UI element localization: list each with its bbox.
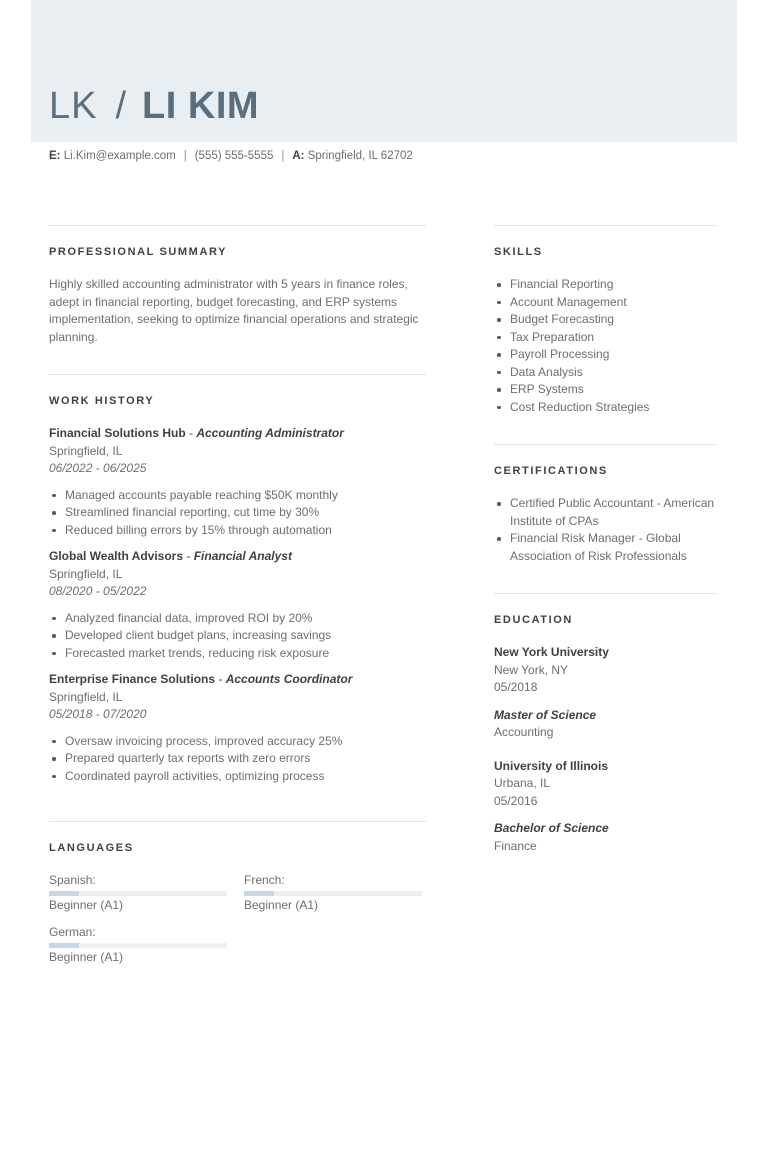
job-company: Financial Solutions Hub <box>49 426 186 440</box>
list-item: Cost Reduction Strategies <box>494 399 717 417</box>
summary-title: PROFESSIONAL SUMMARY <box>49 246 228 258</box>
language-bar <box>49 943 227 948</box>
work-history-title: WORK HISTORY <box>49 395 155 407</box>
list-item: Coordinated payroll activities, optimizing process <box>49 768 426 786</box>
list-item: Account Management <box>494 294 717 312</box>
job-company: Global Wealth Advisors <box>49 549 184 563</box>
phone-number: (555) 555-5555 <box>194 150 274 162</box>
contact-line <box>49 150 413 162</box>
job-company: Enterprise Finance Solutions <box>49 672 216 686</box>
list-item: Financial Reporting <box>494 276 717 294</box>
name-initials: LK <box>49 85 98 127</box>
language-bar <box>49 891 227 896</box>
list-item: ERP Systems <box>494 381 717 399</box>
list-item: Certified Public Accountant - American Institute of CPAs <box>494 495 717 530</box>
language-level: Beginner (A1) <box>49 950 124 964</box>
email-label: E: <box>49 150 61 162</box>
list-item: Tax Preparation <box>494 329 717 347</box>
list-item: Reduced billing errors by 15% through automation <box>49 522 426 540</box>
certifications-list <box>494 495 717 565</box>
job-bullets <box>49 610 426 663</box>
list-item: Prepared quarterly tax reports with zero errors <box>49 750 426 768</box>
list-item: Oversaw invoicing process, improved accuracy 25% <box>49 733 426 751</box>
edu-date: 05/2018 <box>494 680 538 694</box>
list-item: Budget Forecasting <box>494 311 717 329</box>
edu-date: 05/2016 <box>494 793 538 808</box>
language-name: Spanish: <box>49 873 96 887</box>
list-item: Financial Risk Manager - Global Association of Risk Professionals <box>494 530 717 565</box>
education-entry <box>494 758 717 856</box>
languages-grid <box>49 872 426 1002</box>
name-heading <box>49 84 259 128</box>
languages-title: LANGUAGES <box>49 842 134 854</box>
language-bar-fill <box>49 891 79 896</box>
work-history-section <box>49 374 426 785</box>
contact-separator: | <box>281 150 285 162</box>
edu-school: University of Illinois <box>494 758 609 773</box>
edu-degree: Master of Science <box>494 707 597 722</box>
job-entry <box>49 548 426 662</box>
full-name: LI KIM <box>142 85 260 127</box>
address: Springfield, IL 62702 <box>307 150 413 162</box>
job-role: Financial Analyst <box>193 549 292 563</box>
job-bullets <box>49 487 426 540</box>
left-column <box>49 225 426 1030</box>
language-item <box>49 924 227 966</box>
job-bullets <box>49 733 426 786</box>
job-header <box>49 548 426 566</box>
name-slash: / <box>115 85 127 127</box>
job-entry <box>49 671 426 785</box>
language-bar-fill <box>244 891 274 896</box>
education-entry <box>494 644 717 742</box>
job-entry <box>49 425 426 539</box>
edu-school: New York University <box>494 645 609 659</box>
education-title: EDUCATION <box>494 614 573 626</box>
languages-section <box>49 821 426 1002</box>
contact-separator: | <box>183 150 187 162</box>
job-dates: 06/2022 - 06/2025 <box>49 461 147 475</box>
job-location: Springfield, IL <box>49 566 123 581</box>
language-bar-fill <box>49 943 79 948</box>
language-bar <box>244 891 422 896</box>
list-item: Managed accounts payable reaching $50K monthly <box>49 487 426 505</box>
job-dash: - <box>215 672 226 686</box>
summary-section <box>49 225 426 346</box>
job-dates: 05/2018 - 07/2020 <box>49 707 147 721</box>
job-dash: - <box>183 549 194 563</box>
education-section <box>494 593 717 855</box>
list-item: Streamlined financial reporting, cut time by 30% <box>49 504 426 522</box>
list-item: Data Analysis <box>494 364 717 382</box>
list-item: Developed client budget plans, increasing savings <box>49 627 426 645</box>
edu-field: Finance <box>494 838 537 853</box>
language-name: French: <box>244 873 285 887</box>
job-location: Springfield, IL <box>49 443 123 458</box>
job-header <box>49 671 426 689</box>
language-level: Beginner (A1) <box>49 898 124 912</box>
certifications-section <box>494 444 717 565</box>
language-name: German: <box>49 925 96 939</box>
edu-field: Accounting <box>494 725 554 739</box>
skills-title: SKILLS <box>494 246 543 258</box>
edu-location: Urbana, IL <box>494 776 551 790</box>
language-item <box>49 872 227 914</box>
job-location: Springfield, IL <box>49 689 123 704</box>
edu-degree: Bachelor of Science <box>494 821 609 835</box>
certifications-title: CERTIFICATIONS <box>494 465 608 477</box>
list-item: Analyzed financial data, improved ROI by 20% <box>49 610 426 628</box>
edu-location: New York, NY <box>494 662 569 677</box>
address-label: A: <box>292 150 305 162</box>
job-dates: 08/2020 - 05/2022 <box>49 584 147 598</box>
skills-list <box>494 276 717 416</box>
list-item: Forecasted market trends, reducing risk exposure <box>49 645 426 663</box>
right-column <box>494 225 717 883</box>
job-header <box>49 425 426 443</box>
job-role: Accounting Administrator <box>196 426 344 440</box>
summary-text: Highly skilled accounting administrator with 5 years in finance roles, adept in financial reporting, budget forecasting, and ERP systems implementation, seeking to optimize financial operations and strategic planning. <box>49 277 419 344</box>
job-role: Accounts Coordinator <box>225 672 353 686</box>
email-link[interactable]: Li.Kim@example.com <box>63 150 176 162</box>
job-dash: - <box>185 426 197 440</box>
skills-section <box>494 225 717 416</box>
list-item: Payroll Processing <box>494 346 717 364</box>
language-item <box>244 872 422 914</box>
language-level: Beginner (A1) <box>244 898 319 912</box>
